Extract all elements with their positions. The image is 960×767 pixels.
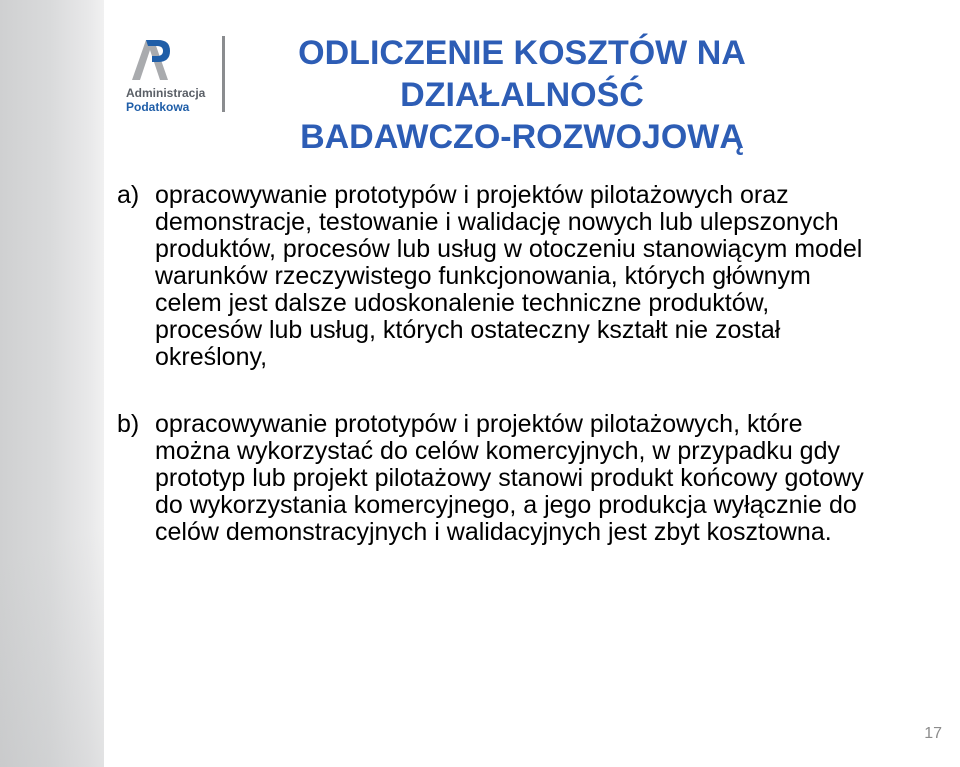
item-line: opracowywanie prototypów i projektów pilotażowych, które bbox=[155, 410, 803, 438]
list-item-b bbox=[117, 411, 957, 546]
side-decor-shade bbox=[0, 0, 104, 767]
title-line-1: ODLICZENIE KOSZTÓW NA bbox=[298, 34, 746, 72]
item-line: procesów lub usług, których ostateczny kształt nie został bbox=[155, 316, 781, 344]
logo-line-2: Podatkowa bbox=[126, 100, 190, 114]
slide-title bbox=[262, 32, 782, 158]
paragraph-spacer bbox=[117, 371, 957, 411]
logo-divider bbox=[222, 36, 225, 112]
page-number: 17 bbox=[924, 725, 942, 742]
item-line: można wykorzystać do celów komercyjnych, w przypadku gdy bbox=[155, 437, 840, 465]
item-line: produktów, procesów lub usług w otoczeniu stanowiącym model bbox=[155, 235, 863, 263]
item-line: demonstracje, testowanie i walidację nowych lub ulepszonych bbox=[155, 208, 839, 236]
item-line: celem jest dalsze udoskonalenie techniczne produktów, bbox=[155, 289, 770, 317]
item-line: opracowywanie prototypów i projektów pilotażowych oraz bbox=[155, 181, 789, 209]
title-line-2: DZIAŁALNOŚĆ bbox=[400, 76, 644, 114]
item-line: określony, bbox=[155, 343, 268, 371]
item-line: warunków rzeczywistego funkcjonowania, których głównym bbox=[155, 262, 811, 290]
item-marker: b) bbox=[117, 410, 140, 438]
item-line: do wykorzystania komercyjnego, a jego produkcja wyłącznie do bbox=[155, 491, 857, 519]
item-marker: a) bbox=[117, 181, 140, 209]
list-item-a bbox=[117, 182, 957, 371]
item-line: prototyp lub projekt pilotażowy stanowi produkt końcowy gotowy bbox=[155, 464, 864, 492]
slide-body bbox=[117, 182, 957, 546]
logo bbox=[122, 34, 232, 118]
logo-ap-icon bbox=[126, 34, 174, 82]
logo-wordmark bbox=[126, 86, 205, 114]
item-line: celów demonstracyjnych i walidacyjnych jest zbyt kosztowna. bbox=[155, 518, 832, 546]
logo-line-1: Administracja bbox=[126, 86, 206, 100]
title-line-3: BADAWCZO-ROZWOJOWĄ bbox=[300, 118, 744, 156]
